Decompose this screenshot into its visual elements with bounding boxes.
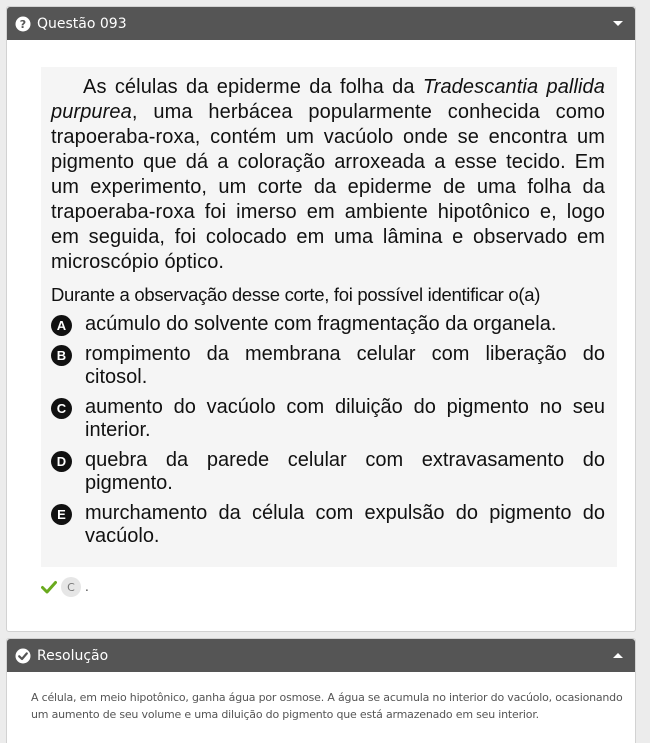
option-e-badge: E bbox=[51, 504, 72, 525]
statement-start: As células da epiderme da folha da bbox=[83, 76, 423, 98]
chevron-down-icon[interactable] bbox=[613, 21, 623, 26]
option-d-text: quebra da parede celular com extravasamento do pigmento. bbox=[85, 449, 605, 494]
question-title: Questão 093 bbox=[37, 15, 127, 32]
check-circle-icon bbox=[15, 648, 31, 664]
option-e bbox=[51, 502, 605, 548]
answer-suffix: . bbox=[85, 580, 89, 594]
option-c-badge: C bbox=[51, 398, 72, 419]
question-image bbox=[41, 67, 617, 567]
option-b-text: rompimento da membrana celular com liberação do citosol. bbox=[85, 343, 605, 388]
statement-rest: , uma herbácea popularmente conhecida como trapoeraba-roxa, contém um vacúolo onde se encontra um pigmento que dá a coloração arroxeada a esse tecido. Em um experimento, um corte da epiderme de uma folha da trapoeraba-roxa foi imerso em ambiente hipotônico e, logo em seguida, foi colocado em uma lâmina e observado em microscópio óptico. bbox=[51, 101, 605, 273]
answer-badge: C bbox=[61, 577, 81, 597]
question-prompt: Durante a observação desse corte, foi possível identificar o(a) bbox=[51, 284, 541, 305]
option-c-text: aumento do vacúolo com diluição do pigmento no seu interior. bbox=[85, 396, 605, 441]
species-name: Tradescantia pallida purpurea bbox=[51, 76, 605, 123]
question-statement bbox=[51, 75, 605, 275]
resolution-panel-header[interactable] bbox=[7, 639, 635, 672]
option-d bbox=[51, 449, 605, 495]
chevron-up-icon[interactable] bbox=[613, 653, 623, 658]
resolution-panel bbox=[6, 638, 636, 743]
option-d-badge: D bbox=[51, 451, 72, 472]
option-b bbox=[51, 343, 605, 389]
resolution-text: A célula, em meio hipotônico, ganha água por osmose. A água se acumula no interior do vacúolo, ocasionando um aumento de seu volume e uma diluição do pigmento que está armazenado em seu interior. bbox=[31, 691, 623, 721]
question-panel bbox=[6, 6, 636, 632]
checkmark-icon bbox=[41, 579, 57, 595]
option-e-text: murchamento da célula com expulsão do pigmento do vacúolo. bbox=[85, 502, 605, 547]
answer-row bbox=[41, 577, 89, 597]
question-circle-icon bbox=[15, 16, 31, 32]
option-a-text: acúmulo do solvente com fragmentação da organela. bbox=[85, 313, 557, 335]
option-b-badge: B bbox=[51, 345, 72, 366]
options-list bbox=[51, 313, 605, 548]
option-c bbox=[51, 396, 605, 442]
resolution-title: Resolução bbox=[37, 647, 109, 664]
svg-text:?: ? bbox=[19, 17, 27, 31]
option-a-badge: A bbox=[51, 315, 72, 336]
question-panel-header[interactable] bbox=[7, 7, 635, 40]
option-a bbox=[51, 313, 605, 336]
